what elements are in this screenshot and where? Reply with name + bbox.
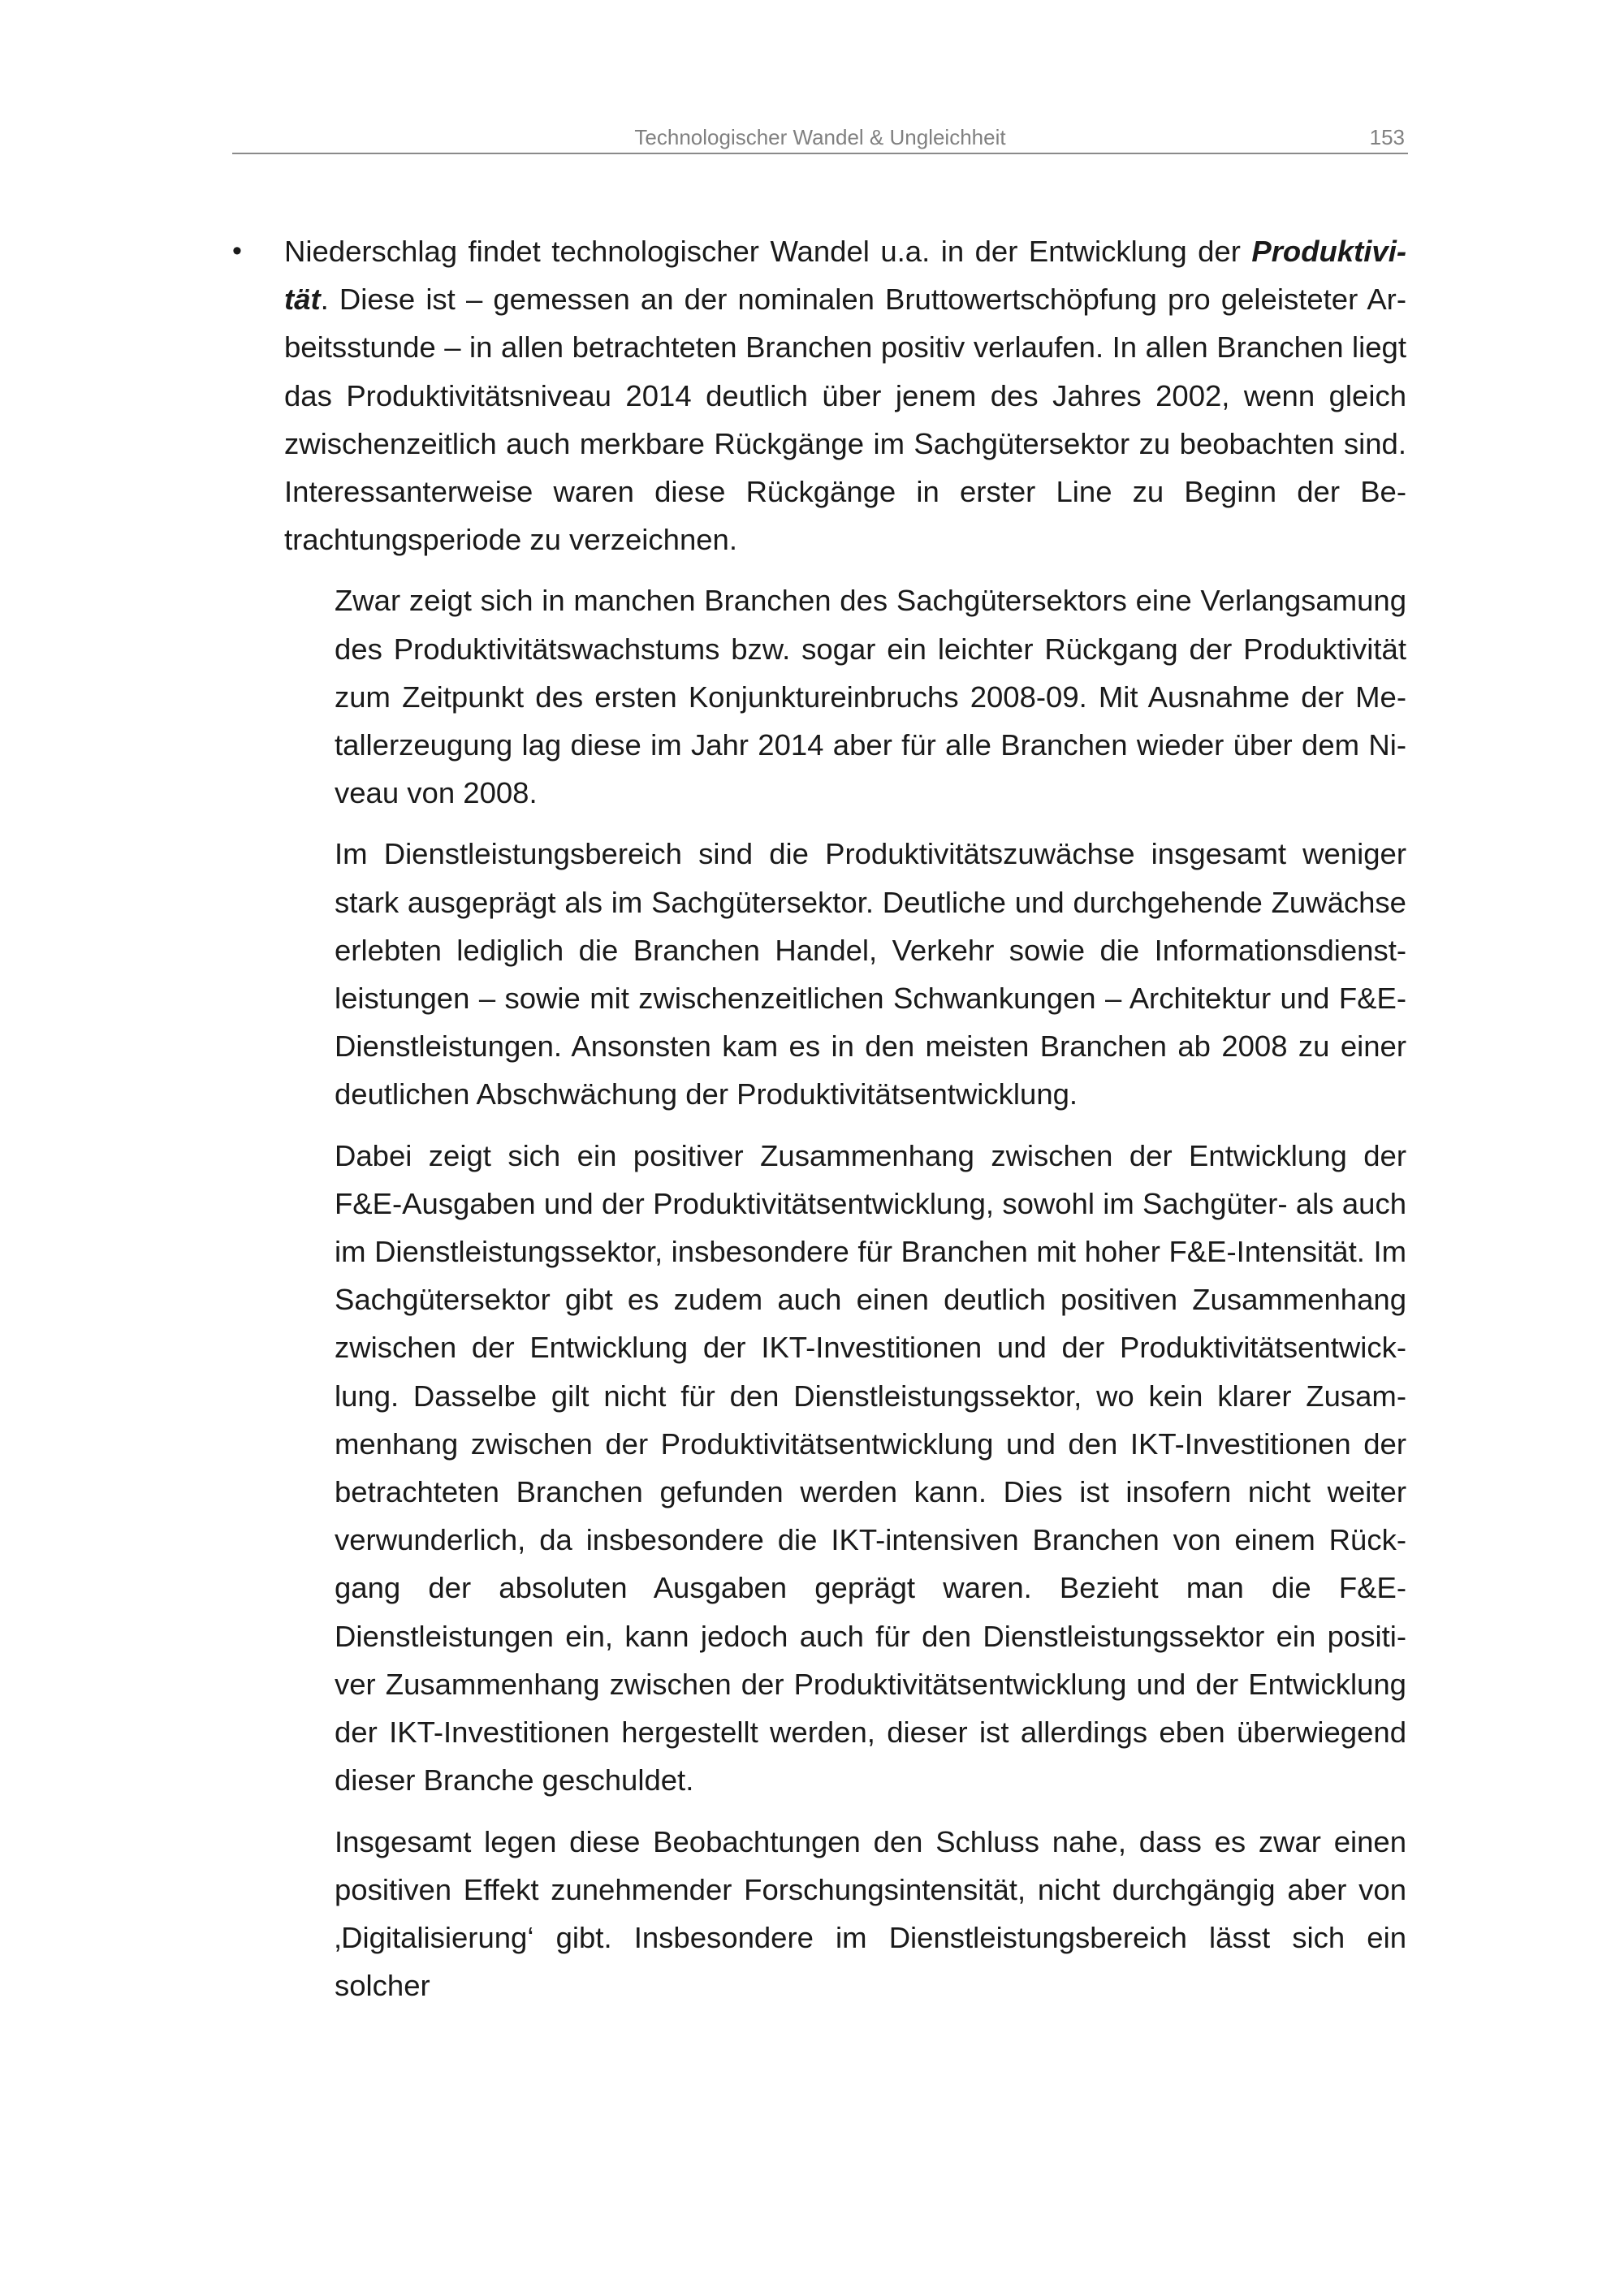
paragraph-1: Zwar zeigt sich in manchen Branchen des Sachgütersektors eine Verlangsamung des Produktivitätswachstums bzw. sogar ein leichter Rückgang der Produktivität zum Zeitpunkt des ersten Konjunktureinbruchs 2008-09. Mit Ausnahme der Metallerzeugung lag diese im Jahr 2014 aber für alle Branchen wieder über dem Niveau von 2008. <box>335 584 1406 810</box>
header-title: Technologischer Wandel & Ungleichheit <box>634 125 1006 149</box>
paragraph-4: Insgesamt legen diese Beobachtungen den Schluss nahe, dass es zwar einen positiven Effekt zunehmender Forschungsintensität, nicht durchgängig aber von ‚Digitalisierung‘ gibt. Insbesondere im Dienstleistungsbereich lässt sich ein solcher <box>335 1824 1406 2003</box>
paragraph-2: Im Dienstleistungsbereich sind die Produktivitätszuwächse insgesamt weniger stark ausgeprägt als im Sachgütersektor. Deutliche und durchgehende Zuwächse erlebten lediglich die Branchen Handel, Verkehr sowie die Informationsdienstleistungen – sowie mit zwischenzeitlichen Schwankungen – Architektur und F&E-Dienstleistungen. Ansonsten kam es in den meisten Branchen ab 2008 zu einer deutlichen Abschwächung der Produktivitätsentwicklung. <box>335 837 1406 1111</box>
paragraph-3: Dabei zeigt sich ein positiver Zusammenhang zwischen der Entwicklung der F&E-Ausgaben und der Produktivitätsentwicklung, sowohl im Sachgüter- als auch im Dienstleistungssektor, insbesondere für Branchen mit hoher F&E-Intensität. Im Sachgütersektor gibt es zudem auch einen deutlich positiven Zusammenhang zwischen der Entwicklung der IKT-Investitionen und der Produktivitätsentwicklung. Dasselbe gilt nicht für den Dienstleistungssektor, wo kein klarer Zusammenhang zwischen der Produktivitätsentwicklung und den IKT-Investitionen der betrachteten Branchen gefunden werden kann. Dies ist insofern nicht weiter verwunderlich, da insbesondere die IKT-intensiven Branchen von einem Rückgang der absoluten Ausgaben geprägt waren. Bezieht man die F&E-Dienstleistungen ein, kann jedoch auch für den Dienstleistungssektor ein positiver Zusammenhang zwischen der Produktivitätsentwicklung und der Entwicklung der IKT-Investitionen hergestellt werden, dieser ist allerdings eben überwiegend dieser Branche geschuldet. <box>335 1138 1406 1798</box>
bullet-text-start: Niederschlag findet technologischer Wandel u.a. in der Entwicklung der <box>284 235 1252 268</box>
emphasized-term: Produktivität <box>284 235 1406 317</box>
page-number: 153 <box>1369 125 1405 149</box>
bullet-text-end: . Diese ist – gemessen an der nominalen Bruttowertschöpfung pro geleisteter Arbeitsstunde – in allen betrachteten Branchen positiv verlaufen. In allen Branchen liegt das Produktivitätsniveau 2014 deutlich über jenem des Jahres 2002, wenn gleich zwischenzeitlich auch merkbare Rückgänge im Sachgütersektor zu beobachten sind. Interessanterweise waren diese Rückgänge in erster Line zu Beginn der Betrachtungsperiode zu verzeichnen. <box>284 283 1406 557</box>
running-header <box>232 123 1408 154</box>
bullet-item <box>232 227 1406 563</box>
bullet-icon: • <box>232 235 242 266</box>
body-text <box>232 227 1406 2022</box>
